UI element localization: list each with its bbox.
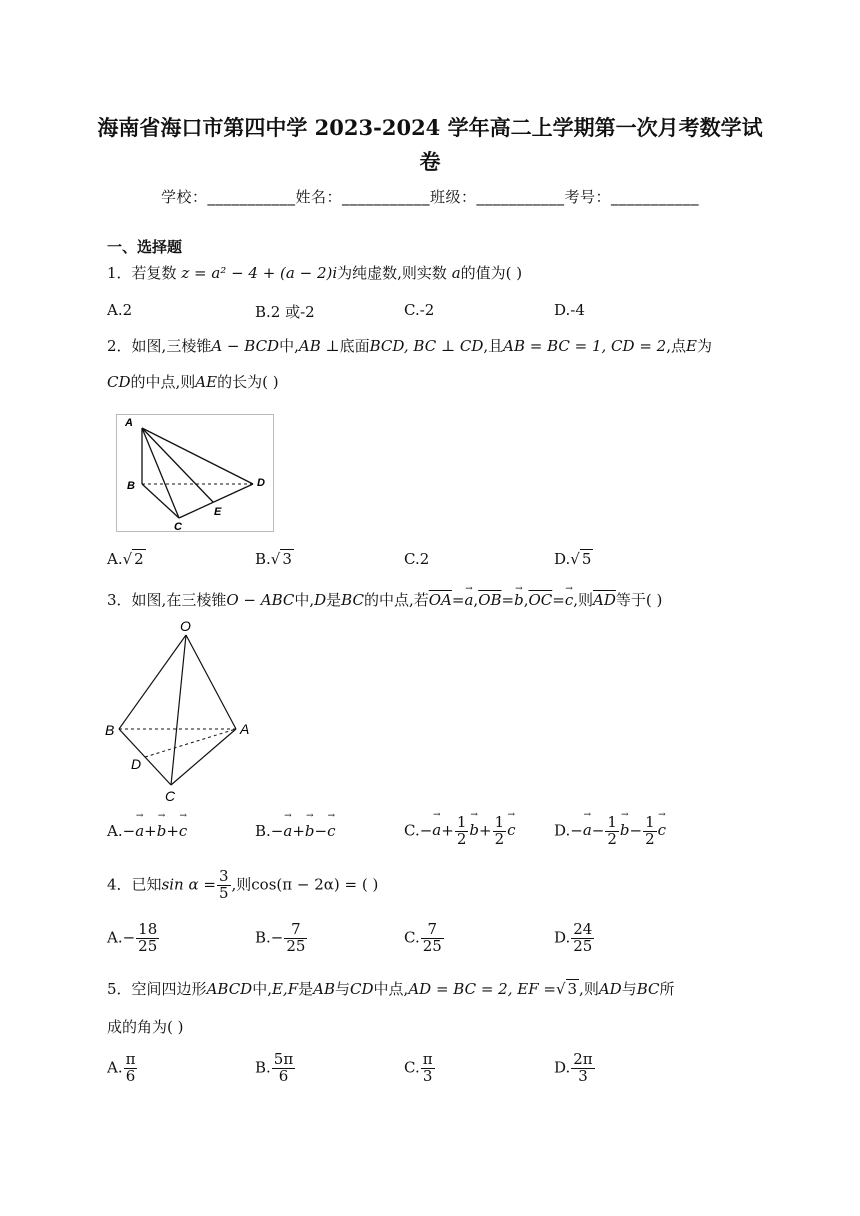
question-3: 3．如图,在三棱锥O − ABC中,D是BC的中点,若$\overline{OA}=\to a,\overline{OB}=\to b,\overline{OC}=\to c$,则$\overline{AD}$等于( ) [107, 589, 767, 611]
fig-label-a: A [240, 721, 250, 737]
q2-figure [116, 414, 274, 532]
fig-label-c: C [174, 521, 182, 532]
q2-text: 如图,三棱锥 [131, 337, 212, 355]
q2-formula: AB = BC = 1, CD = 2 [503, 337, 667, 355]
fig-label-e: E [214, 506, 222, 518]
question-2-line2 [107, 371, 279, 393]
q1-option-a: A.2 [107, 301, 133, 319]
q3-option-a: A.−→ a+→ b+→ c [107, 822, 187, 840]
q5-option-c: C. $\frac{\pi}{3}$ [404, 1050, 433, 1085]
question-1 [107, 262, 522, 284]
q4-option-a: A.− $\frac{18}{25}$ [107, 920, 158, 955]
page-title-cont: 卷 [419, 149, 441, 174]
q2-option-c: C.2 [404, 550, 430, 568]
q1-option-c: C.-2 [404, 301, 435, 319]
q3-option-d: D.−→ a− $\frac{1}{2}$ → b− $\frac{1}{2}$ → c [554, 815, 666, 848]
q2-text: 的长为( ) [217, 373, 279, 391]
q3-figure [102, 617, 262, 807]
q1-number: 1． [107, 264, 132, 282]
question-5: 5．空间四边形ABCD中,E,F是AB与CD中点,AD = BC = 2, EF =√ 3 ,则AD与BC所 [107, 980, 675, 998]
q2-formula: A − BCD [211, 337, 280, 355]
q3-option-b: B.−→ a+→ b−→ c [255, 822, 336, 840]
q5-option-b: B. $\frac{5\pi}{6}$ [255, 1050, 294, 1085]
q2-formula: E [685, 337, 697, 355]
fig-label-a: A [125, 417, 133, 429]
q1-option-d: D.-4 [554, 301, 585, 319]
q1-formula: z = a² − 4 + (a − 2)i [181, 264, 338, 282]
student-info-line: 学校：___________姓名：___________班级：___________考号：___________ [160, 188, 699, 206]
q2-text: 中, [279, 337, 299, 355]
q2-text: 的中点,则 [130, 373, 196, 391]
section-heading: 一、选择题 [107, 238, 183, 256]
q2-formula: AB ⊥ [298, 337, 340, 355]
q2-formula: AE [195, 373, 218, 391]
q2-option-a: A.√ 2 [107, 550, 144, 568]
fig-label-c: C [165, 788, 176, 804]
question-4: 4．已知sin α = $\frac{3}{5}$ ,则cos(π − 2α) = ( ) [107, 867, 379, 902]
q2-formula: BCD, BC ⊥ CD [369, 337, 484, 355]
q2-number: 2． [107, 337, 132, 355]
q5-option-d: D. $\frac{2\pi}{3}$ [554, 1050, 593, 1085]
q3-option-c: C.−→ a+ $\frac{1}{2}$ → b+ $\frac{1}{2}$ → c [404, 815, 516, 848]
q4-option-d: D. $\frac{24}{25}$ [554, 920, 593, 955]
page-title: 海南省海口市第四中学 2023-2024 学年高二上学期第一次月考数学试 [97, 115, 763, 140]
q1-option-b: B.2 或-2 [255, 303, 315, 321]
q1-text: 的值为( ) [460, 264, 523, 282]
question-5-line2: 成的角为( ) [107, 1018, 184, 1036]
q2-formula: CD [107, 373, 131, 391]
q2-text: ,且 [483, 337, 504, 355]
q2-text: ,点 [666, 337, 686, 355]
q1-var: a [451, 264, 461, 282]
q2-text: 为 [696, 337, 712, 355]
q1-text: 为纯虚数,则实数 [337, 264, 447, 282]
fig-label-b: B [127, 480, 135, 492]
question-2 [107, 335, 757, 357]
q2-option-d: D.√ 5 [554, 550, 592, 568]
q2-option-b: B.√ 3 [255, 550, 292, 568]
q4-option-c: C. $\frac{7}{25}$ [404, 920, 442, 955]
fig-label-d: D [131, 756, 142, 772]
q5-option-a: A. $\frac{\pi}{6}$ [107, 1050, 136, 1085]
q1-text: 若复数 [131, 264, 177, 282]
fig-label-b: B [105, 722, 115, 738]
q2-text: 底面 [339, 337, 370, 355]
fig-label-o: O [180, 618, 191, 634]
fig-label-d: D [257, 477, 265, 489]
q4-option-b: B.− $\frac{7}{25}$ [255, 920, 306, 955]
